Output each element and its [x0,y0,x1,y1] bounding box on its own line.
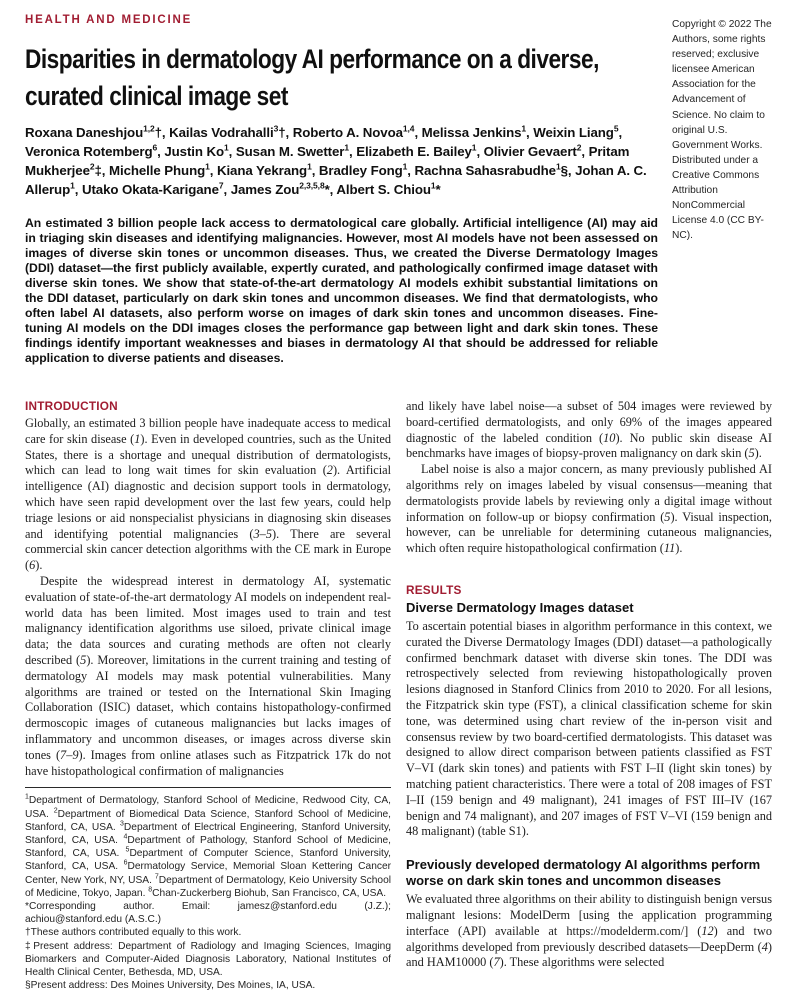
kicker-category: HEALTH AND MEDICINE [25,14,193,26]
corresponding-author-note: *Corresponding author. Email: jamesz@stanford.edu (J.Z.); achiou@stanford.edu (A.S.C.) [25,900,391,926]
label-noise-paragraph: Label noise is also a major concern, as many previously published AI algorithms rely on images labeled by visual consensus—meaning that dermatologists provide labels by reviewing only a digital image without information on follow-up or biopsy confirmation (5). Visual inspection, however, can be unreliable for determining cutaneous malignancies, which often require histopathological confirmation (11). [406,462,772,556]
algorithms-paragraph: We evaluated three algorithms on their ability to distinguish benign versus malignant lesions: ModelDerm [using the application programming interface (API) available at https://modelderm.com/] (12) and two algorithms developed from previously described datasets—DeepDerm (4) and HAM10000 (7). These algorithms were selected [406,892,772,970]
two-column-body [25,399,772,992]
introduction-heading: INTRODUCTION [25,399,118,413]
present-address-note-2: §Present address: Des Moines University, Des Moines, IA, USA. [25,980,316,992]
affiliation-footnote: $^1$Department of Dermatology, Stanford School of Medicine, Redwood City, CA, USA. $^2$Department of Biomedical Data Science, Stanford School of Medicine, Stanford, CA, USA. $^3$Department of Electrical Engineering, Stanford University, Stanford, CA, USA. $^4$Department of Pathology, Stanford School of Medicine, Stanford, CA, USA. $^5$Department of Computer Science, Stanford University, Stanford, CA, USA. $^6$Dermatology Service, Memorial Sloan Kettering Cancer Center, New York, NY, USA. $^7$Department of Dermatology, Keio University School of Medicine, Tokyo, Japan. $^8$Chan-Zuckerberg Biohub, San Francisco, CA, USA. [25,793,392,899]
copyright-notice: Copyright © 2022 The Authors, some rights reserved; exclusive licensee American Association for the Advancement of Science. No claim to original U.S. Government Works. Distributed under a Creative Commons Attribution NonCommercial License 4.0 (CC BY-NC). [672,19,772,242]
author-list: Roxana Daneshjou$^{1,2}$†, Kailas Vodrahalli$^3$†, Roberto A. Novoa$^{1,4}$, Melissa Jenkins$^1$, Weixin Liang$^5$, Veronica Rotemberg$^6$, Justin Ko$^1$, Susan M. Swetter$^1$, Elizabeth E. Bailey$^1$, Olivier Gevaert$^2$, Pritam Mukherjee$^2$‡, Michelle Phung$^1$, Kiana Yekrang$^1$, Bradley Fong$^1$, Rachna Sahasrabudhe$^1$§, Johan A. C. Allerup$^1$, Utako Okata-Karigane$^7$, James Zou$^{2,3,5,8}$*, Albert S. Chiou$^1$* [25,123,647,197]
equal-contribution-note: †These authors contributed equally to this work. [25,927,242,939]
results-heading: RESULTS [406,582,462,597]
article-title [25,39,658,113]
right-column [406,399,772,970]
title-line-1: Disparities in dermatology AI performance on a diverse, [25,44,599,74]
intro-paragraph-2: Despite the widespread interest in dermatology AI, systematic evaluation of state-of-the-art dermatology AI models on independent real-world data has been limited. Most images used to train and test malignancy identification algorithms use siloed, private clinical image data; the data sources and curating methods are often not clearly described (5). Moreover, limitations in the current training and testing of dermatology AI models may mask potential vulnerabilities. Many algorithms are trained or tested on the International Skin Imaging Collaboration (ISIC) dataset, which contains histopathology-confirmed dermoscopic images of cutaneous malignancies but lacks images of inflammatory and uncommon diseases, or images across diverse skin tones (7–9). Images from online atlases such as Fitzpatrick 17k do not have histopathological confirmation of malignancies [25,573,391,778]
ddi-dataset-paragraph: To ascertain potential biases in algorithm performance in this context, we curated the Diverse Dermatology Images (DDI) dataset—a pathologically confirmed benchmark dataset with diverse skin tones. The DDI was retrospectively selected from reviewing histopathologically proven lesions diagnosed in Stanford Clinics from 2010 to 2020. For all lesions, the Fitzpatrick skin type (FST), a clinical classification scheme for skin tone, was determined using chart review of the in-person visit and consensus review by two board-certified dermatologists. This dataset was designed to allow direct comparison between patients classified as FST V–VI (dark skin tones) and patients with FST I–II (light skin tones) by matching patient characteristics. There were a total of 208 images of FST I–II (159 benign and 49 malignant), 241 images of FST III–IV (167 benign and 74 malignant), and 207 images of FST V–VI (159 benign and 48 malignant) (table S1). [406,618,772,839]
results-subhead-ddi: Diverse Dermatology Images dataset [406,599,634,615]
results-subhead-algorithms: Previously developed dermatology AI algorithms perform worse on dark skin tones and uncommon diseases [406,857,761,889]
masthead [25,14,772,366]
title-line-2: curated clinical image set [25,81,288,111]
footnote-rule [25,787,391,788]
abstract-text: An estimated 3 billion people lack access to dermatological care globally. Artificial intelligence (AI) may aid in triaging skin diseases and identifying malignancies. However, most AI models have not been assessed on images of diverse skin tones or uncommon diseases. Thus, we created the Diverse Dermatology Images (DDI) dataset—the first publicly available, expertly curated, and pathologically confirmed image dataset with diverse skin tones. We show that state-of-the-art dermatology AI models exhibit substantial limitations on the DDI dataset, particularly on dark skin tones and uncommon diseases. We find that dermatologists, who often label AI datasets, also perform worse on images of dark skin tones and uncommon diseases. Fine-tuning AI models on the DDI images closes the performance gap between light and dark skin tones. These findings identify important weaknesses and biases in dermatology AI that should be addressed for reliable application to diverse patients and diseases. [25,216,658,365]
footnote-block [25,779,391,992]
left-column [25,399,392,992]
intro-paragraph-1: Globally, an estimated 3 billion people have inadequate access to medical care for skin disease (1). Even in developed countries, such as the United States, there is a shortage and unequal distribution of dermatologists, which can lead to long wait times for skin evaluation (2). Artificial intelligence (AI) diagnostic and decision support tools in dermatology, which have seen rapid development over the last few years, could help triage lesions or aid nonspecialist physicians in diagnosing skin diseases and identifying potential malignancies (3–5). There are several commercial skin cancer detection algorithms with the CE mark in Europe (6). [25,416,392,573]
continuation-paragraph: and likely have label noise—a subset of 504 images were reviewed by board-certified dermatologists, and only 69% of the images appeared diagnostic of the labeled condition (10). No public skin disease AI benchmarks have images of biopsy-proven malignancy on dark skin (5). [406,399,772,461]
present-address-note-1: ‡Present address: Department of Radiology and Imaging Sciences, Imaging Biomarkers and Computer-Aided Diagnosis Laboratory, National Institutes of Health Clinical Center, Bethesda, MD, USA. [25,940,391,978]
header-main [25,14,658,366]
